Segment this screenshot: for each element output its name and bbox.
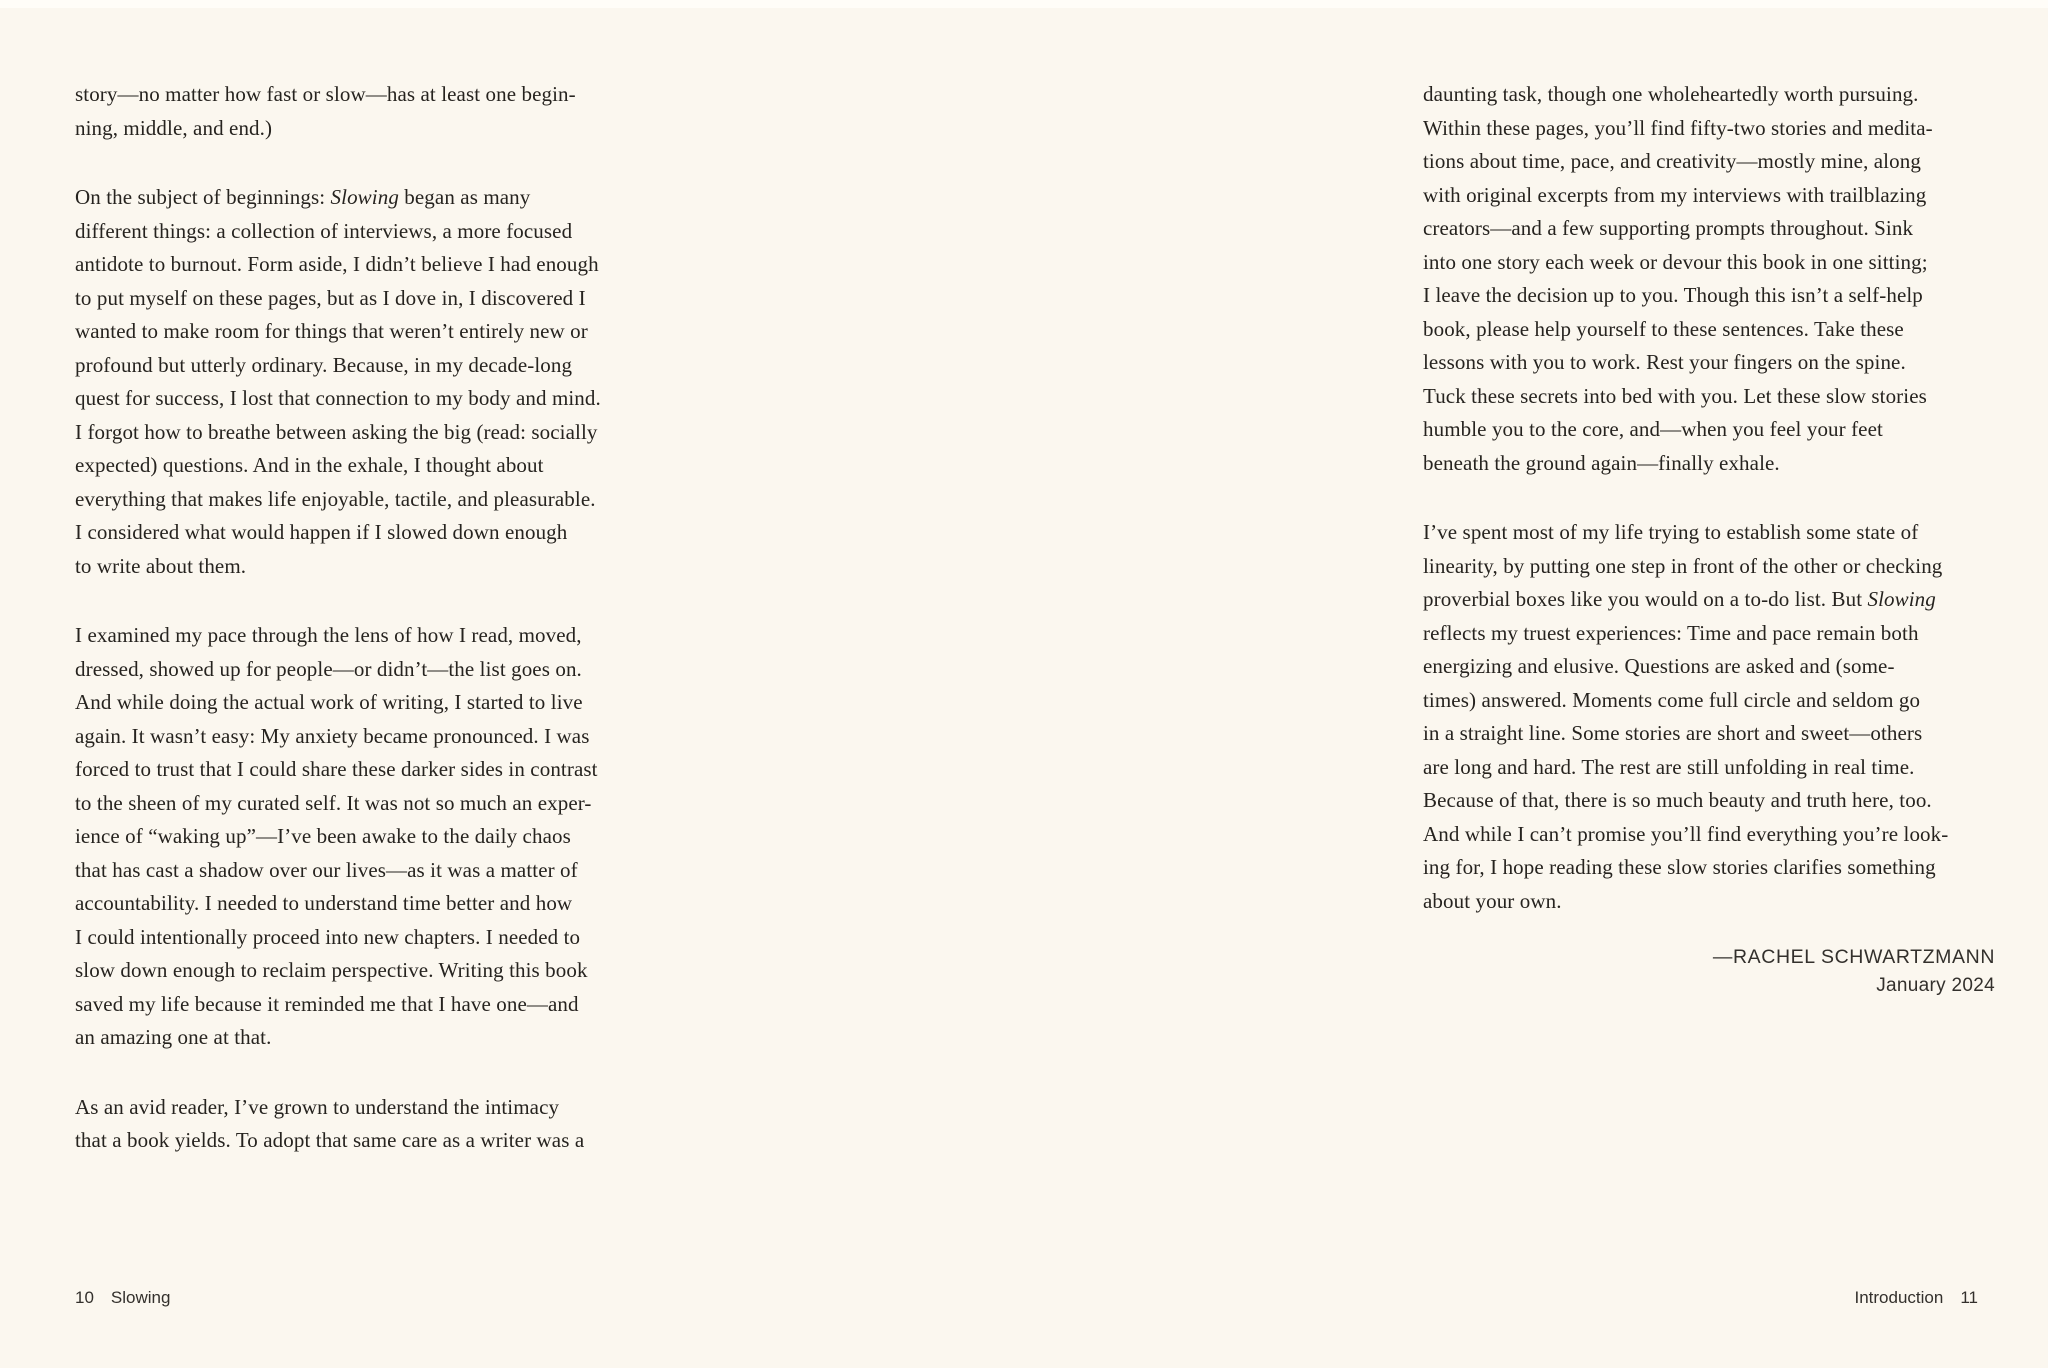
text-line: Within these pages, you’ll find fifty-two stories and medita- — [1423, 115, 1933, 140]
text-line: And while doing the actual work of writing, I started to live — [75, 690, 583, 714]
paragraph — [75, 181, 655, 583]
text-line: Because of that, there is so much beauty and truth here, too. — [1423, 788, 1932, 812]
text-line: lessons with you to work. Rest your fingers on the spine. — [1423, 350, 1906, 374]
left-page-number: 10 — [75, 1288, 94, 1307]
book-title: Slowing — [110, 1288, 171, 1307]
text-line: that has cast a shadow over our lives—as it was a matter of — [75, 857, 578, 882]
left-running-footer — [75, 1288, 170, 1308]
text-line: again. It wasn’t easy: My anxiety became pronounced. I was — [75, 723, 590, 748]
attribution-author: —RACHEL SCHWARTZMANN — [1712, 946, 1995, 968]
text-line: wanted to make room for things that weren’t entirely new or — [75, 319, 588, 343]
text-line: to write about them. — [75, 553, 247, 578]
right-page-paragraphs — [1423, 78, 1995, 918]
section-title: Introduction — [1854, 1288, 1944, 1307]
text-line: And while I can’t promise you’ll find everything you’re look- — [1423, 821, 1949, 846]
text-line: different things: a collection of interviews, a more focused — [75, 218, 573, 243]
text-line: humble you to the core, and—when you feel your feet — [1423, 417, 1883, 441]
text-line: daunting task, though one wholeheartedly worth pursuing. — [1423, 82, 1919, 106]
text-line: proverbial boxes like you would on a to-do list. But Slowing — [1423, 587, 1936, 611]
text-line: with original excerpts from my interviews with trailblazing — [1423, 182, 1927, 207]
text-line: story—no matter how fast or slow—has at least one begin- — [75, 82, 576, 106]
text-line: I considered what would happen if I slowed down enough — [75, 520, 568, 544]
text-line: are long and hard. The rest are still unfolding in real time. — [1423, 754, 1915, 779]
text-line: I leave the decision up to you. Though this isn’t a self-help — [1423, 283, 1923, 307]
text-line: I forgot how to breathe between asking the big (read: socially — [75, 419, 598, 444]
text-line: reflects my truest experiences: Time and pace remain both — [1423, 620, 1919, 645]
text-line: As an avid reader, I’ve grown to understand the intimacy — [75, 1094, 560, 1119]
text-line: antidote to burnout. Form aside, I didn’t believe I had enough — [75, 252, 599, 276]
text-line: dressed, showed up for people—or didn’t—the list goes on. — [75, 656, 582, 681]
text-line: I examined my pace through the lens of how I read, moved, — [75, 623, 582, 647]
text-line: forced to trust that I could share these darker sides in contrast — [75, 757, 598, 781]
left-page-text — [75, 78, 655, 1158]
text-line: book, please help yourself to these sentences. Take these — [1423, 316, 1904, 341]
text-line: to the sheen of my curated self. It was not so much an exper- — [75, 790, 592, 815]
attribution — [1423, 942, 1995, 1000]
text-line: that a book yields. To adopt that same care as a writer was a — [75, 1128, 585, 1152]
paragraph — [75, 619, 655, 1055]
text-line: into one story each week or devour this book in one sitting; — [1423, 249, 1928, 274]
text-line: linearity, by putting one step in front of the other or checking — [1423, 553, 1943, 578]
paragraph — [75, 78, 655, 145]
text-line: accountability. I needed to understand time better and how — [75, 891, 573, 915]
text-line: times) answered. Moments come full circle and seldom go — [1423, 687, 1921, 712]
text-line: Tuck these secrets into bed with you. Let these slow stories — [1423, 383, 1927, 408]
text-line: in a straight line. Some stories are short and sweet—others — [1423, 721, 1923, 745]
text-line: about your own. — [1423, 888, 1562, 913]
text-line: ing for, I hope reading these slow stories clarifies something — [1423, 855, 1936, 879]
text-line: saved my life because it reminded me that I have one—and — [75, 991, 579, 1016]
paragraph — [1423, 516, 1995, 918]
text-line: profound but utterly ordinary. Because, in my decade-long — [75, 352, 573, 377]
paragraph — [75, 1091, 655, 1158]
text-line: beneath the ground again—finally exhale. — [1423, 450, 1780, 475]
attribution-date: January 2024 — [1876, 975, 1995, 996]
text-line: On the subject of beginnings: Slowing began as many — [75, 185, 531, 209]
text-line: to put myself on these pages, but as I dove in, I discovered I — [75, 285, 586, 310]
text-line: ning, middle, and end.) — [75, 115, 273, 140]
text-line: ience of “waking up”—I’ve been awake to the daily chaos — [75, 824, 571, 848]
text-line: slow down enough to reclaim perspective. Writing this book — [75, 958, 588, 982]
text-line: an amazing one at that. — [75, 1025, 272, 1049]
text-line: I could intentionally proceed into new chapters. I needed to — [75, 924, 581, 949]
right-running-footer — [1855, 1288, 1979, 1308]
text-line: creators—and a few supporting prompts throughout. Sink — [1423, 216, 1914, 240]
text-line: tions about time, pace, and creativity—mostly mine, along — [1423, 149, 1921, 173]
text-line: I’ve spent most of my life trying to establish some state of — [1423, 520, 1919, 544]
right-page-number: 11 — [1960, 1288, 1978, 1307]
text-line: everything that makes life enjoyable, tactile, and pleasurable. — [75, 486, 596, 511]
text-line: energizing and elusive. Questions are asked and (some- — [1423, 654, 1895, 678]
paragraph — [1423, 78, 1995, 480]
text-line: expected) questions. And in the exhale, I thought about — [75, 453, 544, 477]
text-line: quest for success, I lost that connection to my body and mind. — [75, 386, 601, 410]
right-page-text — [1423, 78, 1995, 1000]
